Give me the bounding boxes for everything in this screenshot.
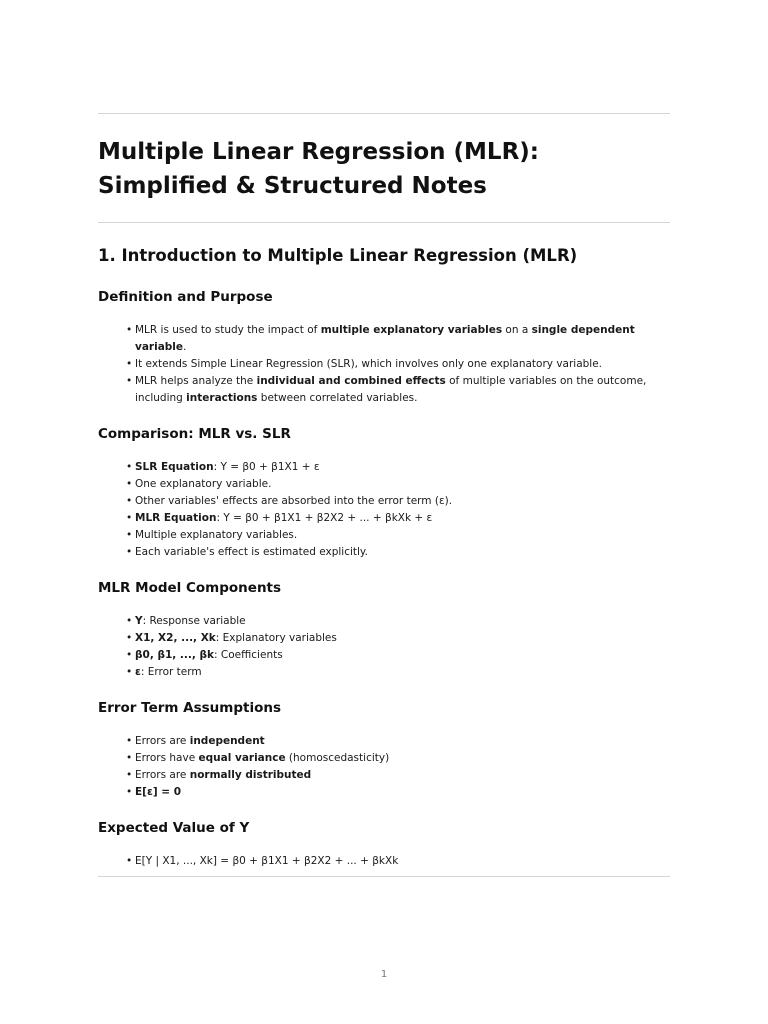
list-item: • Other variables' effects are absorbed into the error term (ε). — [126, 493, 670, 510]
title-divider — [98, 222, 670, 223]
subsection-heading-components: MLR Model Components — [98, 580, 282, 596]
list-item: • It extends Simple Linear Regression (SLR), which involves only one explanatory variable. — [126, 356, 670, 373]
section-heading: 1. Introduction to Multiple Linear Regression (MLR) — [98, 246, 578, 265]
list-item: • Multiple explanatory variables. — [126, 527, 670, 544]
document-title: Multiple Linear Regression (MLR): Simplified & Structured Notes — [98, 139, 539, 199]
list-item: • β0, β1, ..., βk: Coefficients — [126, 647, 670, 664]
list-item: • SLR Equation: Y = β0 + β1X1 + ε — [126, 459, 670, 476]
subsection-heading-assumptions: Error Term Assumptions — [98, 700, 282, 716]
list-item: • E[ε] = 0 — [126, 784, 670, 801]
bottom-divider — [98, 876, 670, 877]
list-item: • ε: Error term — [126, 664, 670, 681]
subsection-heading-comparison: Comparison: MLR vs. SLR — [98, 426, 291, 442]
subsection-heading-expected-value: Expected Value of Y — [98, 820, 250, 836]
list-item: • Errors have equal variance (homoscedasticity) — [126, 750, 670, 767]
list-item: • One explanatory variable. — [126, 476, 670, 493]
list-item: • E[Y | X1, ..., Xk] = β0 + β1X1 + β2X2 + ... + βkXk — [126, 853, 670, 870]
list-item: • Errors are independent — [126, 733, 670, 750]
list-item: • MLR Equation: Y = β0 + β1X1 + β2X2 + ... + βkXk + ε — [126, 510, 670, 527]
comparison-list — [98, 459, 670, 561]
top-divider — [98, 113, 670, 114]
definition-list — [98, 322, 670, 407]
expected-value-list — [98, 853, 670, 870]
list-item: • Y: Response variable — [126, 613, 670, 630]
list-item: • MLR helps analyze the individual and combined effects of multiple variables on the outcome, including interactions between correlated variables. — [126, 373, 670, 407]
list-item: • X1, X2, ..., Xk: Explanatory variables — [126, 630, 670, 647]
list-item: • Errors are normally distributed — [126, 767, 670, 784]
list-item: • MLR is used to study the impact of multiple explanatory variables on a single dependent variable. — [126, 322, 670, 356]
page-number: 1 — [380, 969, 388, 980]
document-body — [98, 244, 670, 888]
assumptions-list — [98, 733, 670, 801]
list-item: • Each variable's effect is estimated explicitly. — [126, 544, 670, 561]
subsection-heading-definition: Definition and Purpose — [98, 289, 273, 305]
components-list — [98, 613, 670, 681]
